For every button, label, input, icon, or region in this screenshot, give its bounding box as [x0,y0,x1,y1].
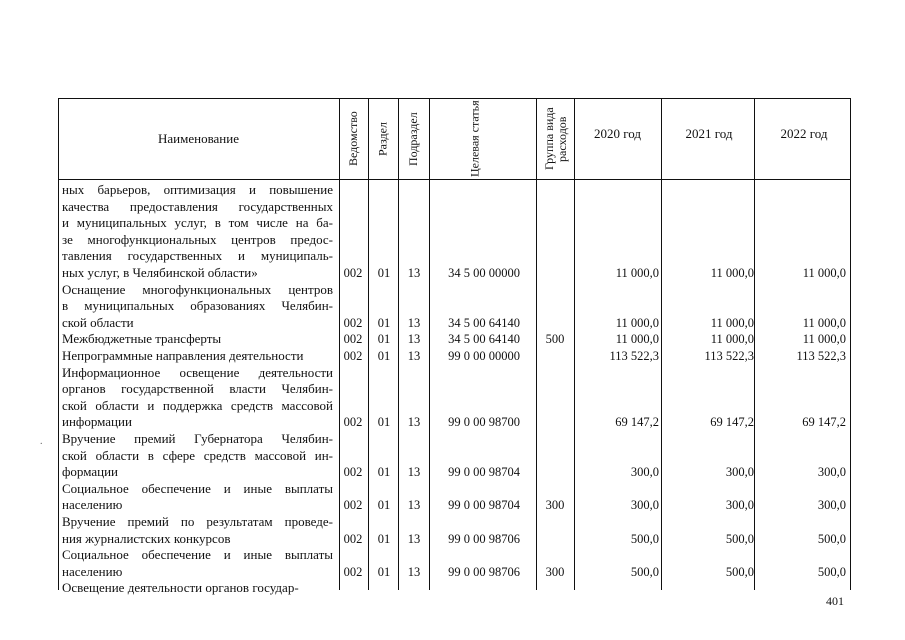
header-name: Наименование [158,131,239,146]
cell-raz: 01 [377,564,391,579]
cell-y3: 113 522,3 [796,349,846,363]
cell-y3: 11 000,0 [802,266,846,280]
cell-y2: 500,0 [725,564,754,579]
cell-pod: 13 [407,415,421,430]
cell-y2: 11 000,0 [710,332,754,347]
cell-cel: 34 5 00 64140 [448,315,520,330]
cell-ved: 002 [343,266,363,280]
cell-y2: 11 000,0 [710,315,754,330]
row-name-line: Информационное освещение деятельности [62,364,333,380]
row-name-line: населению [62,563,123,579]
cell-ved: 002 [343,415,363,430]
cell-raz: 01 [377,415,391,430]
cell-cel: 99 0 00 98706 [448,564,520,579]
cell-y1: 113 522,3 [609,349,659,363]
cell-raz: 01 [377,531,391,546]
cell-y1: 11 000,0 [615,315,659,330]
row-name-line: Непрограммные направления деятельности [62,348,304,363]
row-name-line: Социальное обеспечение и иные выплаты [62,480,333,496]
cell-raz: 01 [377,332,391,347]
row-name-line: информации [62,414,132,430]
cell-ved: 002 [343,531,363,546]
row-name-line: органов государственной власти Челябин- [62,381,333,397]
cell-y1: 300,0 [630,498,659,513]
header-2020: 2020 год [594,126,641,141]
row-name-line: Социальное обеспечение и иные выплаты [62,547,333,563]
cell-y3: 11 000,0 [802,332,846,347]
header-2021: 2021 год [685,126,733,141]
cell-y2: 300,0 [725,465,754,480]
cell-y1: 300,0 [630,465,659,480]
cell-y3: 300,0 [817,465,846,480]
cell-pod: 13 [407,315,421,330]
cell-y1: 500,0 [630,564,659,579]
cell-cel: 99 0 00 98704 [448,498,520,513]
column-divider [574,98,575,590]
cell-y2: 300,0 [725,498,754,513]
cell-cel: 99 0 00 00000 [448,349,520,363]
cell-ved: 002 [343,349,363,363]
row-name-line: населению [62,497,123,513]
header-podrazdel: Подраздел [406,112,420,166]
header-gruppa: Группа вида расходов [542,107,569,171]
column-divider [368,98,369,590]
cell-ved: 002 [343,564,363,579]
cell-y3: 11 000,0 [802,315,846,330]
cell-y1: 500,0 [630,531,659,546]
row-name-line: ской области [62,314,134,330]
cell-cel: 99 0 00 98704 [448,465,520,480]
cell-grp: 300 [545,498,565,513]
cell-raz: 01 [377,266,391,280]
margin-dot: . [40,436,43,447]
cell-cel: 34 5 00 64140 [448,332,520,347]
cell-pod: 13 [407,266,421,280]
row-name-line: и муниципальных услуг, в том числе на ба- [62,215,333,231]
row-name-line: тавления государственных и муниципаль- [62,248,333,264]
cell-y1: 11 000,0 [615,332,659,347]
row-name-line: ской области в сфере средств массовой ин- [62,447,333,463]
cell-cel: 99 0 00 98706 [448,531,520,546]
row-name-line: в муниципальных образованиях Челябин- [62,298,333,314]
cell-y1: 11 000,0 [615,266,659,280]
cell-y1: 69 147,2 [615,415,659,430]
row-name-line: зе многофункциональных центров предос- [62,231,333,247]
cell-pod: 13 [407,531,421,546]
row-name-line: формации [62,464,119,480]
column-divider [429,98,430,590]
cell-y2: 11 000,0 [710,266,754,280]
cell-ved: 002 [343,498,363,513]
cell-y3: 300,0 [817,498,846,513]
cell-cel: 34 5 00 00000 [448,266,520,280]
header-razdel: Раздел [375,122,390,156]
row-name-line: Оснащение многофункциональных центров [62,281,333,297]
cell-raz: 01 [377,465,391,480]
row-name-line: Межбюджетные трансферты [62,331,222,347]
cell-ved: 002 [343,332,363,347]
cell-y3: 500,0 [817,564,846,579]
cell-cel: 99 0 00 98700 [448,415,520,430]
cell-y2: 500,0 [725,531,754,546]
column-divider [754,98,755,590]
cell-pod: 13 [407,349,421,363]
row-name-line: Вручение премий по результатам проведе- [62,514,333,529]
row-name-line: Освещение деятельности органов государ- [62,580,299,596]
row-name-line: качества предоставления государственных [62,198,333,214]
cell-raz: 01 [377,498,391,513]
cell-y3: 69 147,2 [802,415,846,430]
header-2022: 2022 год [780,126,828,141]
cell-y2: 69 147,2 [710,415,754,430]
row-name-line: ской области и поддержка средств массовой [62,397,333,413]
header-vedomstvo: Ведомство [346,111,360,167]
column-divider [850,98,851,590]
cell-pod: 13 [407,498,421,513]
cell-pod: 13 [407,332,421,347]
cell-ved: 002 [343,465,363,480]
row-name-line: ния журналистских конкурсов [62,530,231,546]
row-name-line: Вручение премий Губернатора Челябин- [62,431,333,446]
cell-grp: 300 [545,564,565,579]
header-celevaya: Целевая статья [467,100,482,178]
cell-raz: 01 [377,315,391,330]
page-number: 401 [826,594,844,608]
cell-raz: 01 [377,349,391,363]
row-name-line: ных услуг, в Челябинской области» [62,265,258,280]
row-name-line: ных барьеров, оптимизация и повышение [62,182,333,197]
column-divider [661,98,662,590]
cell-pod: 13 [407,465,421,480]
column-divider [58,98,59,590]
cell-y3: 500,0 [817,531,846,546]
cell-y2: 113 522,3 [704,349,754,363]
cell-grp: 500 [545,332,565,347]
cell-ved: 002 [343,315,363,330]
cell-pod: 13 [407,564,421,579]
